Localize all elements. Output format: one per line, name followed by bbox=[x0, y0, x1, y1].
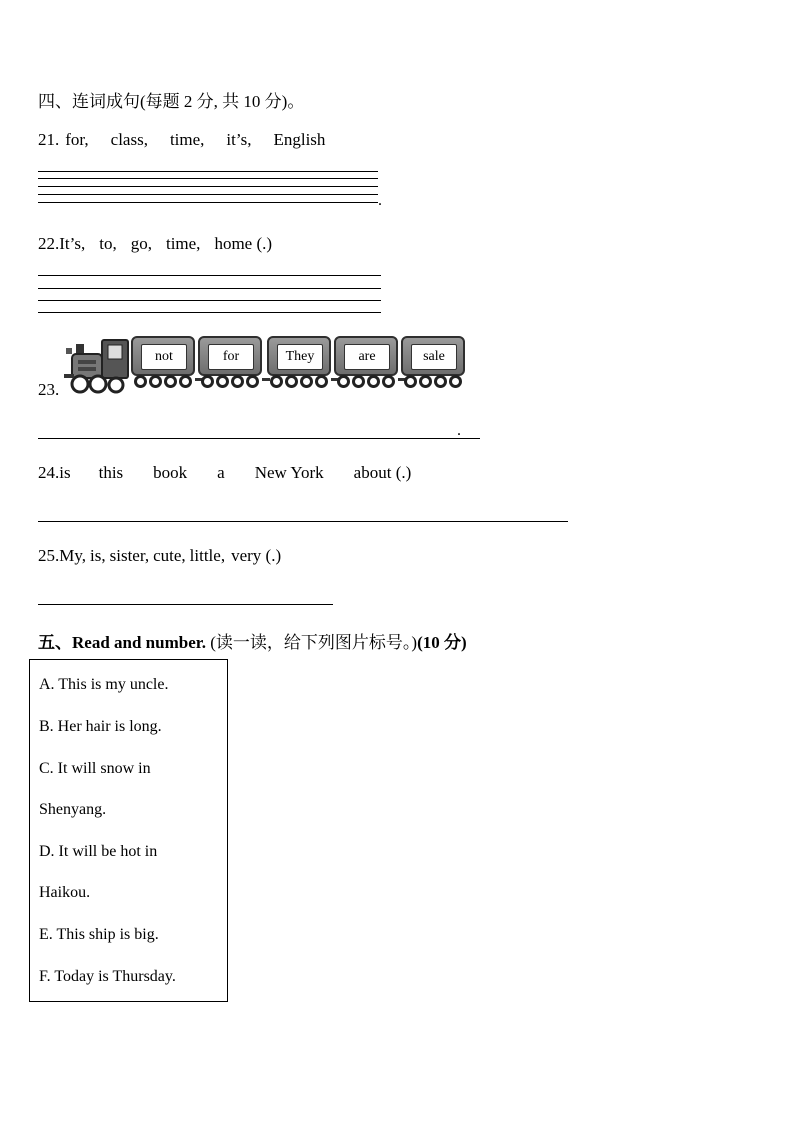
car-wheels bbox=[270, 375, 328, 388]
car-word: sale bbox=[411, 344, 457, 370]
option-item: B. Her hair is long. bbox=[39, 718, 162, 735]
question-number: 21. bbox=[38, 130, 60, 149]
writing-line bbox=[38, 288, 381, 289]
option-item: Haikou. bbox=[39, 884, 91, 901]
end-mark: . bbox=[457, 422, 461, 439]
car-wheels bbox=[337, 375, 395, 388]
train-car bbox=[401, 336, 465, 376]
word: a bbox=[217, 463, 225, 482]
writing-line bbox=[38, 300, 381, 301]
writing-line bbox=[38, 171, 378, 172]
option-item: F. Today is Thursday. bbox=[39, 968, 176, 985]
option-item: E. This ship is big. bbox=[39, 926, 159, 943]
end-mark: . bbox=[378, 192, 382, 209]
word: little, bbox=[189, 546, 226, 565]
train-car bbox=[131, 336, 195, 376]
question-number: 22. bbox=[38, 234, 60, 253]
writing-line bbox=[38, 202, 378, 203]
writing-line bbox=[38, 186, 378, 187]
word: sister, bbox=[109, 546, 150, 565]
question-number: 25. bbox=[38, 546, 60, 565]
section-5-title: 五、Read and number. (读一读，给下列图片标号。)(10 分) bbox=[38, 633, 467, 652]
car-word: not bbox=[141, 344, 187, 370]
word: It’s, bbox=[59, 234, 86, 253]
word: very (.) bbox=[231, 546, 282, 565]
question-number: 24. bbox=[38, 463, 60, 482]
train-picture bbox=[62, 334, 472, 396]
word: this bbox=[98, 463, 124, 482]
word: book bbox=[153, 463, 188, 482]
word: English bbox=[273, 130, 326, 149]
options-box bbox=[29, 659, 228, 1002]
section-4-title: 四、连词成句(每题 2 分, 共 10 分)。 bbox=[38, 92, 305, 111]
car-wheels bbox=[404, 375, 462, 388]
question-22 bbox=[38, 234, 272, 254]
question-21 bbox=[38, 130, 325, 150]
question-24 bbox=[38, 463, 411, 483]
word: class, bbox=[110, 130, 148, 149]
word: about (.) bbox=[353, 463, 412, 482]
car-wheels bbox=[201, 375, 259, 388]
word: time, bbox=[165, 234, 201, 253]
option-item: A. This is my uncle. bbox=[39, 676, 169, 693]
option-item: D. It will be hot in bbox=[39, 843, 158, 860]
car-word: for bbox=[208, 344, 254, 370]
word: home (.) bbox=[214, 234, 273, 253]
word: New York bbox=[254, 463, 324, 482]
word: go, bbox=[130, 234, 152, 253]
word: it’s, bbox=[226, 130, 252, 149]
option-item: C. It will snow in bbox=[39, 760, 151, 777]
option-item: Shenyang. bbox=[39, 801, 107, 818]
question-25 bbox=[38, 546, 281, 566]
writing-line bbox=[38, 275, 381, 276]
train-car bbox=[198, 336, 262, 376]
writing-line bbox=[38, 178, 378, 179]
word: cute, bbox=[153, 546, 186, 565]
train-icon bbox=[62, 334, 132, 396]
train-car bbox=[334, 336, 398, 376]
question-number: 23. bbox=[38, 380, 60, 399]
car-word: are bbox=[344, 344, 390, 370]
writing-line bbox=[38, 194, 378, 195]
word: to, bbox=[99, 234, 117, 253]
writing-line bbox=[38, 312, 381, 313]
word: for, bbox=[65, 130, 89, 149]
train-car bbox=[267, 336, 331, 376]
answer-line-23 bbox=[38, 438, 480, 439]
question-23 bbox=[38, 380, 59, 400]
answer-line-24 bbox=[38, 521, 568, 522]
word: My, bbox=[59, 546, 87, 565]
car-word: They bbox=[277, 344, 323, 370]
car-wheels bbox=[134, 375, 192, 388]
word: is, bbox=[90, 546, 106, 565]
word: time, bbox=[169, 130, 205, 149]
answer-line-25 bbox=[38, 604, 333, 605]
word: is bbox=[59, 463, 71, 482]
